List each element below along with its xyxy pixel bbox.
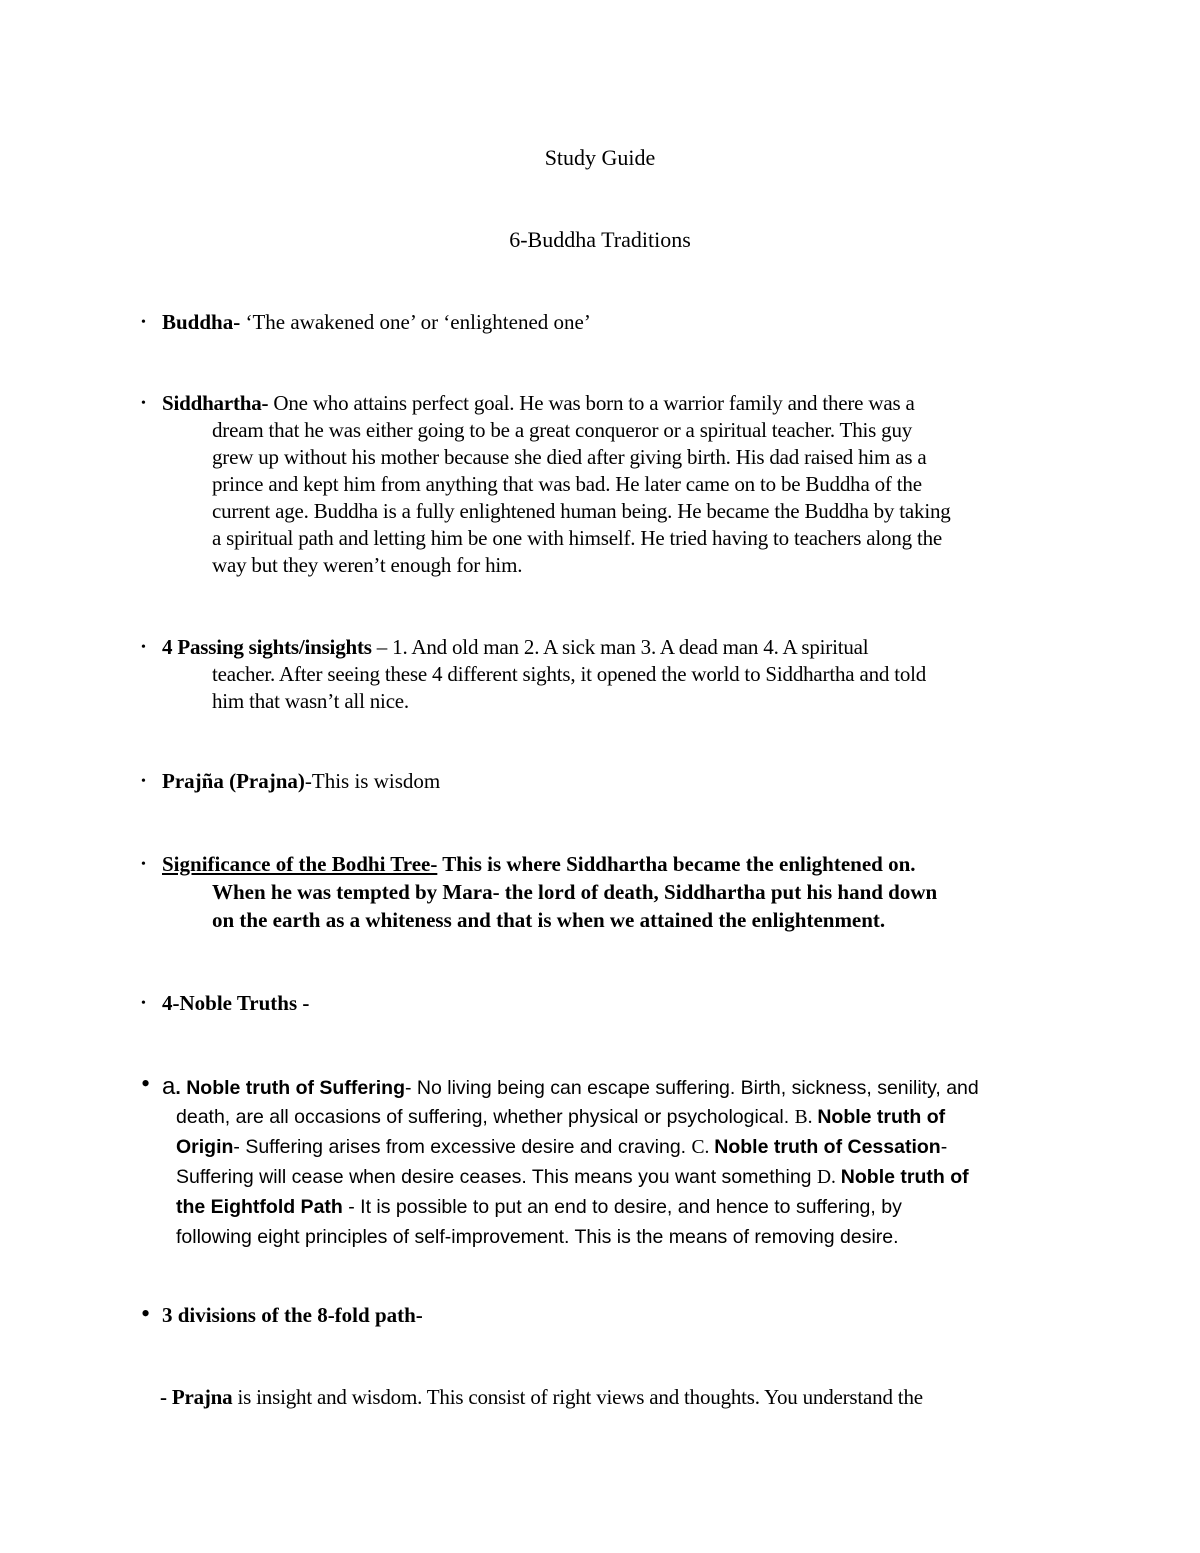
truth-suffering-def: - No living being can escape suffering. Birth, sickness, senility, and: [405, 1077, 979, 1099]
bodhi-line: This is where Siddhartha became the enlightened on.: [437, 852, 916, 876]
siddhartha-line: prince and kept him from anything that was bad. He later came on to be Buddha of the: [212, 472, 922, 496]
siddhartha-line: grew up without his mother because she died after giving birth. His dad raised him as a: [212, 445, 927, 469]
bullet-icon: •: [141, 640, 146, 655]
bodhi-line: When he was tempted by Mara- the lord of death, Siddhartha put his hand down: [212, 880, 938, 904]
bullet-icon: •: [141, 774, 146, 789]
truth-letter-b: B.: [794, 1107, 818, 1128]
document-title: Study Guide: [544, 145, 656, 170]
bullet-icon: •: [141, 396, 146, 411]
divisions-heading: 3 divisions of the 8-fold path-: [162, 1303, 423, 1327]
truth-cessation-dash: -: [940, 1136, 948, 1158]
bullet-icon: •: [141, 315, 146, 330]
term-prajna: Prajña (Prajna): [162, 769, 305, 793]
passing-sights-line: teacher. After seeing these 4 different sights, it opened the world to Siddhartha and told: [212, 662, 927, 686]
term-division-prajna: Prajna: [171, 1385, 233, 1409]
bodhi-line: on the earth as a whiteness and that is when we attained the enlightenment.: [212, 908, 886, 932]
truth-suffering-term: . Noble truth of Suffering: [175, 1077, 405, 1099]
term-bodhi-tree: Significance of the Bodhi Tree-: [162, 852, 438, 876]
truth-eightfold-term: Noble truth of: [840, 1166, 969, 1188]
noble-truths-heading: 4-Noble Truths -: [162, 991, 310, 1015]
bullet-icon: •: [141, 857, 146, 872]
definition-division-prajna: is insight and wisdom. This consist of right views and thoughts. You understand the: [232, 1385, 923, 1409]
passing-sights-line: him that wasn’t all nice.: [212, 689, 409, 713]
passing-sights-line: – 1. And old man 2. A sick man 3. A dead man 4. A spiritual: [371, 635, 869, 659]
siddhartha-line: way but they weren’t enough for him.: [212, 553, 523, 577]
truth-letter-a: a: [162, 1073, 176, 1100]
truth-line: death, are all occasions of suffering, whether physical or psychological.: [176, 1106, 795, 1128]
truth-eightfold-def: - It is possible to put an end to desire, and hence to suffering, by: [342, 1196, 902, 1218]
truth-line: Suffering will cease when desire ceases. This means you want something: [176, 1166, 817, 1188]
truth-origin-term-2: Origin: [176, 1136, 234, 1158]
truth-letter-d: D.: [816, 1167, 841, 1188]
truth-origin-term: Noble truth of: [817, 1106, 946, 1128]
bullet-icon: •: [141, 1069, 151, 1098]
division-dash: -: [160, 1385, 172, 1409]
bullet-icon: •: [141, 1299, 151, 1328]
definition-prajna: -This is wisdom: [304, 769, 441, 793]
siddhartha-line: current age. Buddha is a fully enlightened human being. He became the Buddha by taking: [212, 499, 951, 523]
truth-letter-c: C.: [691, 1137, 715, 1158]
document-subtitle: 6-Buddha Traditions: [509, 227, 691, 252]
term-siddhartha: Siddhartha-: [162, 391, 269, 415]
truth-line: following eight principles of self-improvement. This is the means of removing desire.: [176, 1226, 899, 1248]
truth-cessation-term: Noble truth of Cessation: [714, 1136, 941, 1158]
bullet-icon: •: [141, 996, 146, 1011]
definition-buddha: ‘The awakened one’ or ‘enlightened one’: [240, 310, 591, 334]
siddhartha-line: dream that he was either going to be a great conqueror or a spiritual teacher. This guy: [212, 418, 913, 442]
truth-origin-def: - Suffering arises from excessive desire and craving.: [233, 1136, 692, 1158]
siddhartha-line: One who attains perfect goal. He was born to a warrior family and there was a: [268, 391, 915, 415]
term-passing-sights: 4 Passing sights/insights: [162, 635, 372, 659]
truth-eightfold-term-2: the Eightfold Path: [176, 1196, 343, 1218]
term-buddha: Buddha-: [162, 310, 241, 334]
siddhartha-line: a spiritual path and letting him be one with himself. He tried having to teachers along the: [212, 526, 943, 550]
